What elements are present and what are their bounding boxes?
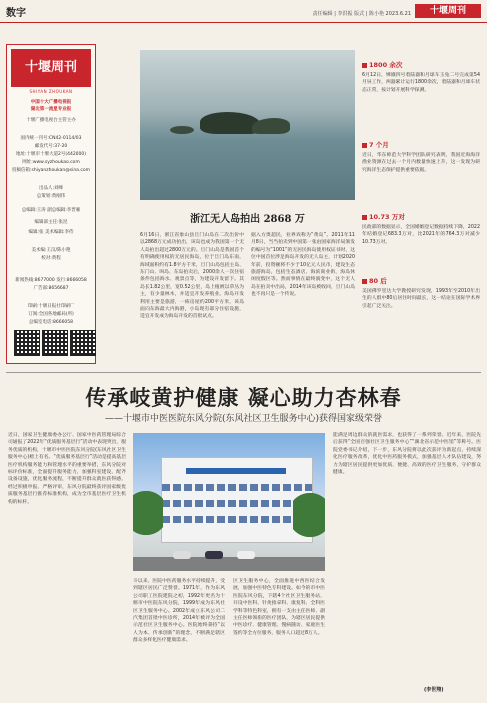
- qr-code-icon: [70, 330, 96, 356]
- hospital-building: [161, 457, 313, 543]
- sidebar-line: 网址:www.syzhoukao.com: [22, 160, 80, 165]
- tree-icon: [293, 491, 325, 551]
- sidebar-line: 十堰广播电视台主管主办: [26, 118, 76, 123]
- sidebar-line: 出品人:刘峰: [38, 186, 64, 191]
- news-body: 民政部的数据显示，全国婚姻登记数据持续下降，2022年结婚登记683.3万对，比2021年的764.3万对减少10.73万对。: [362, 225, 480, 245]
- car-icon: [173, 551, 191, 559]
- sidebar-line: 编辑部主任:张昆: [34, 220, 68, 225]
- qr-code-icon: [14, 330, 40, 356]
- news-body: 6月12日，嫦娥四号着陆器和月球车玉兔二号完成第54月昼工作，两器累计运行1800余次，着陆器和月球车状态正常，按计划开展科学探测。: [362, 73, 480, 93]
- car-icon: [205, 551, 223, 559]
- sidebar-line: 校对:黄程: [41, 256, 61, 261]
- sidebar-line: 中国十大广播电视报: [30, 100, 72, 105]
- masthead-sidebar: [6, 44, 96, 364]
- bullet-square-icon: [362, 63, 367, 68]
- hospital-photo: [133, 433, 325, 571]
- story1-caption: 浙江无人岛拍出 2868 万: [190, 214, 305, 225]
- sidebar-line: 湖北第一流星专业报: [30, 107, 72, 112]
- bullet-square-icon: [362, 215, 367, 220]
- news-body: 美国佛罗里达大学教授研究发现，1993年至2010年出生的人群中80后居住时间最长，这一结论在国际学术界引起广泛关注。: [362, 289, 480, 309]
- story2-column: 能满足周边群众的就医需求，也获得了一系列荣誉。近年来，医院先后获得“全国百强社区卫生服务中心”“湖北省示范中医馆”等称号。医院党委书记介绍，下一步，东风分院将以此次获评为新起点，持续深化医疗服务改革，优化中医药服务模式，加强基层人才队伍建设，努力为辖区居民提供更加优质、便捷、高效的医疗卫生服务，守护群众健康。: [333, 433, 481, 476]
- news-heading-text: 1800 余次: [369, 61, 403, 69]
- sidebar-line: 总编辑:王涛 副总编辑:李晋雁: [21, 208, 81, 213]
- story2-subhead: ——十堰市中医医院东风分院(东风社区卫生服务中心)获得国家级荣誉: [104, 414, 383, 424]
- road: [133, 557, 325, 571]
- car-icon: [237, 551, 255, 559]
- sidebar-pinyin: SHIYAN ZHOUKAN: [29, 89, 73, 94]
- news-heading: [362, 212, 405, 221]
- sidebar-line: 总编室电话:8666058: [28, 320, 74, 325]
- news-heading: [362, 60, 402, 69]
- qr-code-icon: [42, 330, 68, 356]
- news-heading-text: 7 个月: [369, 141, 389, 149]
- sidebar-line: 订阅:全国各地邮局(所): [28, 312, 74, 317]
- news-body: 近日，华东师范大学科学团队研究表明，我国近海海洋渔业资源在过去一个月内数量快速上升，这一发现为研究海洋生态保护提供重要依据。: [362, 153, 480, 173]
- sidebar-line: 邮发代号:37-20: [34, 144, 68, 149]
- island-shape: [200, 112, 260, 134]
- island-shape: [252, 118, 290, 134]
- sidebar-logo: 十堰周刊: [11, 49, 91, 87]
- story2-column: 斗以来，医院中医药服务水平持续提升，受到辖区居民广泛赞誉。1971年，作为东风公司职工医院建院之初，1992年更名为十堰市中医院东风分院，1999年成为东风社区卫生服务中心。2002年成立东风公司二汽集团首批中医诊所，2014年被评为全国示范社区卫生服务中心。医院始终秉持“以人为本、传承创新”的理念，不断满足辖区群众多样化医疗健康需求。: [133, 579, 225, 644]
- sidebar-line: 总策划:黄刚伟: [36, 194, 66, 199]
- story1-column: 6月16日，浙江省象山县旦门山岛在二次出价中以2868万元成功拍出，该岛也成为我国第一个无人岛拍出超过2800万元的。旦门山岛是我国首个有明确使用权的无居民海岛，位于旦门岛东南，海域面积约有1.8平方千米，旦门山岛包括主岛、东门山、叫岛、东岛拍卖后，2000余人一次住宿条件包括海水、观景点等，为建设开发留下。其岛长1.82公里，宽0.52公里，岛上植被以草丛为主，有少量林木，并适宜开发养殖业。海岛开发利用主要是旅游，一栋房屋约200平方米，该岛面向东海最大内海港，小岛现有部分住宿设施，适宜开发成为海岛开发的首批试点。: [140, 233, 244, 320]
- sidebar-line: 印刷:十堰日报社印刷厂: [27, 304, 75, 309]
- bullet-square-icon: [362, 143, 367, 148]
- building-windows: [162, 484, 312, 491]
- story1-column: 据入方奥超民，业界戏称为“黄岛”。2011年11月8日，当当拍卖到中国第一张由国家海洋局颁发的编号为“1001”的无居民海岛使用权证书时，这位中国首位涉足海岛开发的无人岛主，计划2020年前，投资额将不少于10亿元人民币，建设生态旅游海岛，包括生态酒店、海滨商业街、海岛休闲度假区等。然而事情在最终演变中，这个无人岛在拍卖中出局，2014年该岛被收回，旦门山岛也不再只是一个传说。: [251, 233, 355, 298]
- hospital-sign: [186, 468, 286, 474]
- news-column: [362, 50, 480, 370]
- masthead-logo: 十堰周刊: [415, 4, 481, 18]
- sidebar-line: 编辑:张 美术编辑:李侍: [28, 230, 74, 235]
- section-name: 数字: [6, 8, 26, 19]
- building-windows: [162, 500, 312, 507]
- sidebar-line: 广告部:8656687: [33, 286, 69, 291]
- sidebar-line: 投稿信箱:shiyanzhoukan@sina.com: [12, 168, 90, 173]
- editor-meta: 责任编辑 | 李洪振 版式 | 陈小艳 2023.6.21: [312, 11, 411, 17]
- news-heading-text: 10.73 万对: [369, 213, 405, 221]
- tree-icon: [133, 489, 163, 549]
- byline: (李世翔): [424, 687, 444, 693]
- section-divider: [6, 372, 481, 373]
- sidebar-line: 新闻热线:8677000 发行:8666058: [15, 278, 87, 283]
- story2-headline: 传承岐黄护健康 凝心助力杏林春: [85, 385, 402, 410]
- story2-column: 近日，国家卫生健康委办公厅、国家中医药管理局综合司通报了2022年“优质服务基层行”活动中表现突出，服务优质的机构，十堰市中医医院东风分院(东风社区卫生服务中心)榜上有名。“优质服务基层行”活动是提高基层医疗机构服务能力和管理水平的重要举措，东风分院对标评价标准，全面提升服务能力，加强科室建设，配齐设备设施，优化服务流程，不断提升群众就医获得感。经过积极申报、严格评审，东风分院最终获评国家级优质服务基层行推荐标准机构，成为全市基层医疗卫生机构的标杆。: [8, 433, 126, 505]
- bullet-square-icon: [362, 279, 367, 284]
- news-heading: [362, 276, 387, 285]
- sidebar-line: 美术编:王汉/陈小艳: [31, 248, 71, 253]
- island-shape: [170, 126, 194, 134]
- sidebar-line: 国内统一刊号:CN42-0114/03: [20, 136, 82, 141]
- sidebar-line: 地址:十堰市十堰大道2号(442000): [15, 152, 87, 157]
- page-header: [0, 0, 487, 23]
- news-heading-text: 80 后: [369, 277, 387, 285]
- news-heading: [362, 140, 389, 149]
- story2-column: 区卫生服务中心，全面推进中西医结合发展，加强中医特色专科建设。如今的市中医医院东风分院，下辖4个社区卫生服务站，开设中医科、针灸推拿科、康复科、全科医学科等特色科室，拥有一支由主任医师、副主任医师领衔的医疗团队，为辖区居民提供中医诊疗、健康管理、慢病随访、家庭医生签约等全方位服务，服务人口超过8万人。: [233, 579, 325, 636]
- building-windows: [162, 516, 312, 523]
- island-photo: [140, 50, 355, 200]
